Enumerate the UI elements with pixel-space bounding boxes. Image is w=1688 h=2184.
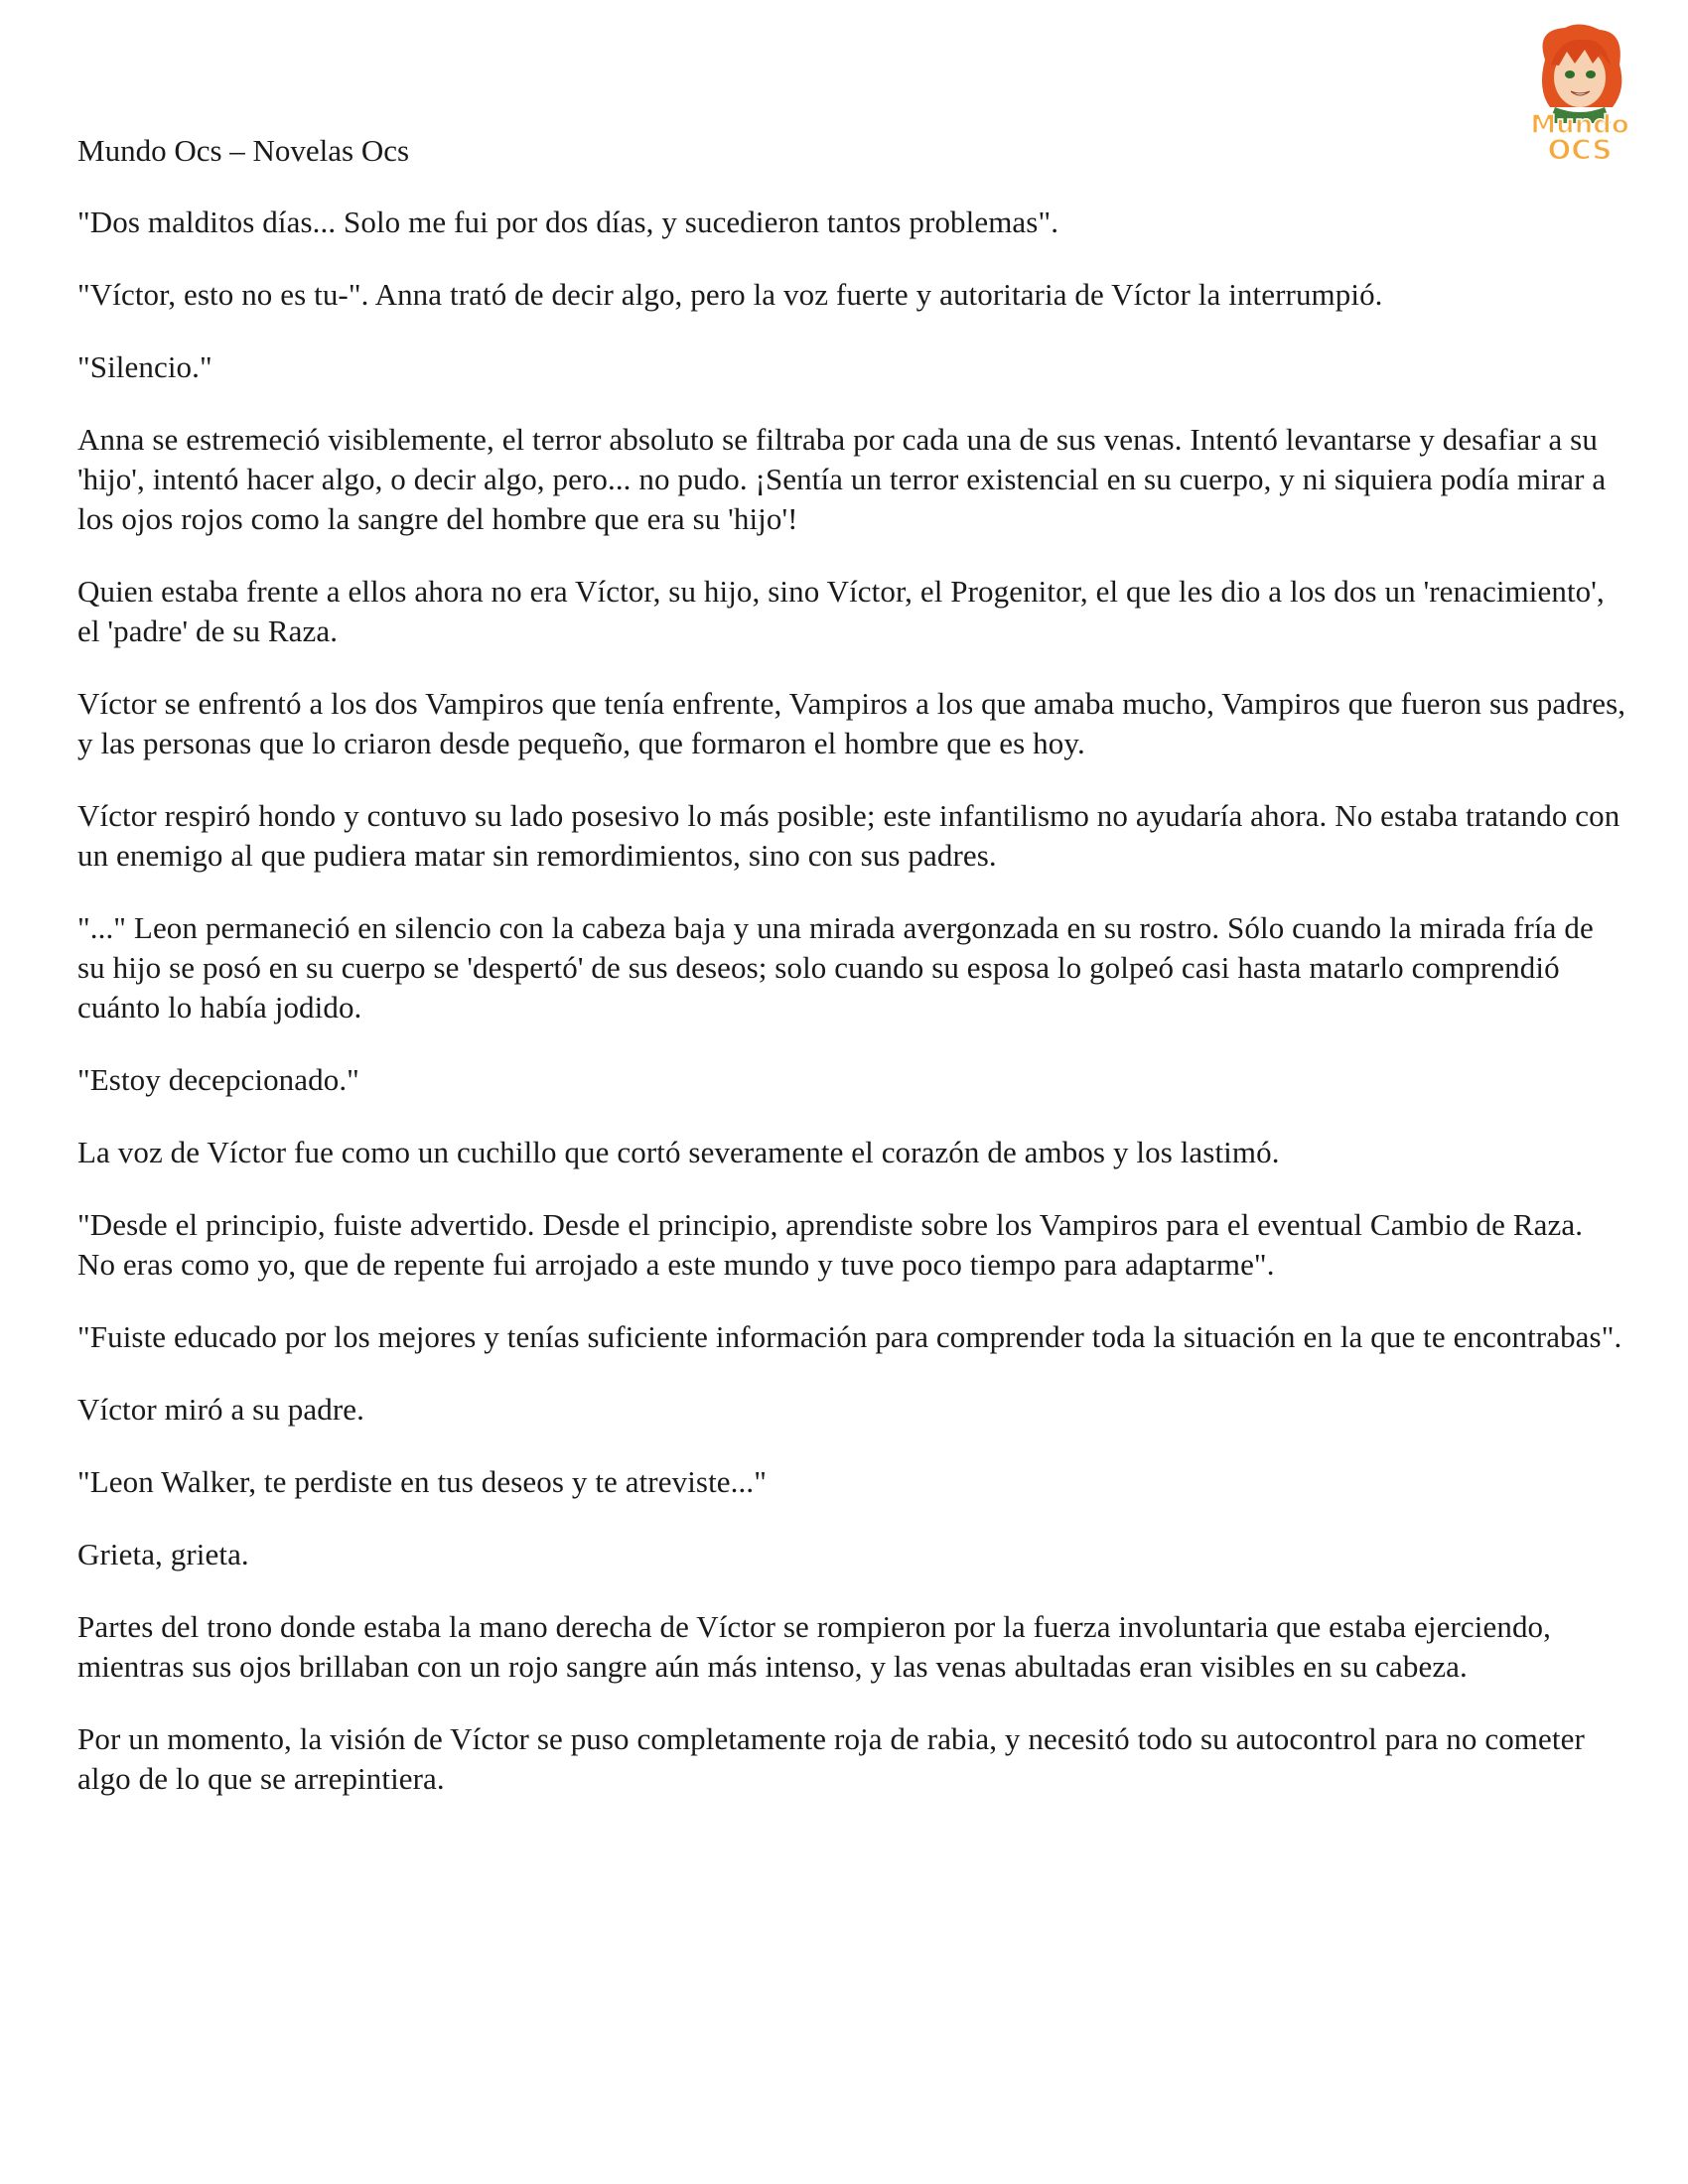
paragraph: "Dos malditos días... Solo me fui por dos días, y sucedieron tantos problemas".	[77, 205, 1059, 239]
paragraph: "Fuiste educado por los mejores y tenías suficiente información para comprender toda la situación en la que te encontrabas".	[77, 1319, 1622, 1354]
site-title: Mundo Ocs – Novelas Ocs	[77, 133, 410, 168]
logo-text-line2: OCS	[1547, 133, 1613, 166]
paragraph: Quien estaba frente a ellos ahora no era Víctor, su hijo, sino Víctor, el Progenitor, el que les dio a los dos un 'renacimiento', el 'padre' de su Raza.	[77, 574, 1605, 648]
paragraph: "Desde el principio, fuiste advertido. Desde el principio, aprendiste sobre los Vampiros para el eventual Cambio de Raza. No eras como yo, que de repente fui arrojado a este mundo y tuve poco tiempo para adaptarme".	[77, 1207, 1584, 1282]
paragraph: "Víctor, esto no es tu-". Anna trató de decir algo, pero la voz fuerte y autoritaria de Víctor la interrumpió.	[77, 277, 1383, 312]
paragraph: La voz de Víctor fue como un cuchillo que cortó severamente el corazón de ambos y los lastimó.	[77, 1135, 1280, 1169]
document-page	[77, 131, 1626, 1832]
paragraph: Víctor respiró hondo y contuvo su lado posesivo lo más posible; este infantilismo no ayudaría ahora. No estaba tratando con un enemigo al que pudiera matar sin remordimientos, sino con sus padres.	[77, 798, 1620, 873]
paragraph: Víctor miró a su padre.	[77, 1392, 364, 1427]
paragraph: Grieta, grieta.	[77, 1537, 249, 1571]
paragraph: Por un momento, la visión de Víctor se puso completamente roja de rabia, y necesitó todo su autocontrol para no cometer algo de lo que se arrepintiera.	[77, 1721, 1585, 1796]
paragraph: "..." Leon permaneció en silencio con la cabeza baja y una mirada avergonzada en su rostro. Sólo cuando la mirada fría de su hijo se posó en su cuerpo se 'despertó' de sus deseos; solo cuando su esposa lo golpeó casi hasta matarlo comprendió cuánto lo había jodido.	[77, 910, 1594, 1024]
paragraph: "Estoy decepcionado."	[77, 1062, 359, 1097]
paragraph: "Leon Walker, te perdiste en tus deseos y te atreviste..."	[77, 1464, 767, 1499]
paragraph: Partes del trono donde estaba la mano derecha de Víctor se rompieron por la fuerza involuntaria que estaba ejerciendo, mientras sus ojos brillaban con un rojo sangre aún más intenso, y las venas abultadas eran visibles en su cabeza.	[77, 1609, 1551, 1684]
paragraph: Víctor se enfrentó a los dos Vampiros que tenía enfrente, Vampiros a los que amaba mucho, Vampiros que fueron sus padres, y las personas que lo criaron desde pequeño, que formaron el hombre que es hoy.	[77, 686, 1626, 760]
paragraph: "Silencio."	[77, 349, 212, 384]
logo-text-line1: Mundo	[1530, 110, 1629, 140]
paragraph: Anna se estremeció visiblemente, el terror absoluto se filtraba por cada una de sus venas. Intentó levantarse y desafiar a su 'hijo', intentó hacer algo, o decir algo, pero... no pudo. ¡Sentía un terror existencial en su cuerpo, y ni siquiera podía mirar a los ojos rojos como la sangre del hombre que era su 'hijo'!	[77, 422, 1607, 536]
